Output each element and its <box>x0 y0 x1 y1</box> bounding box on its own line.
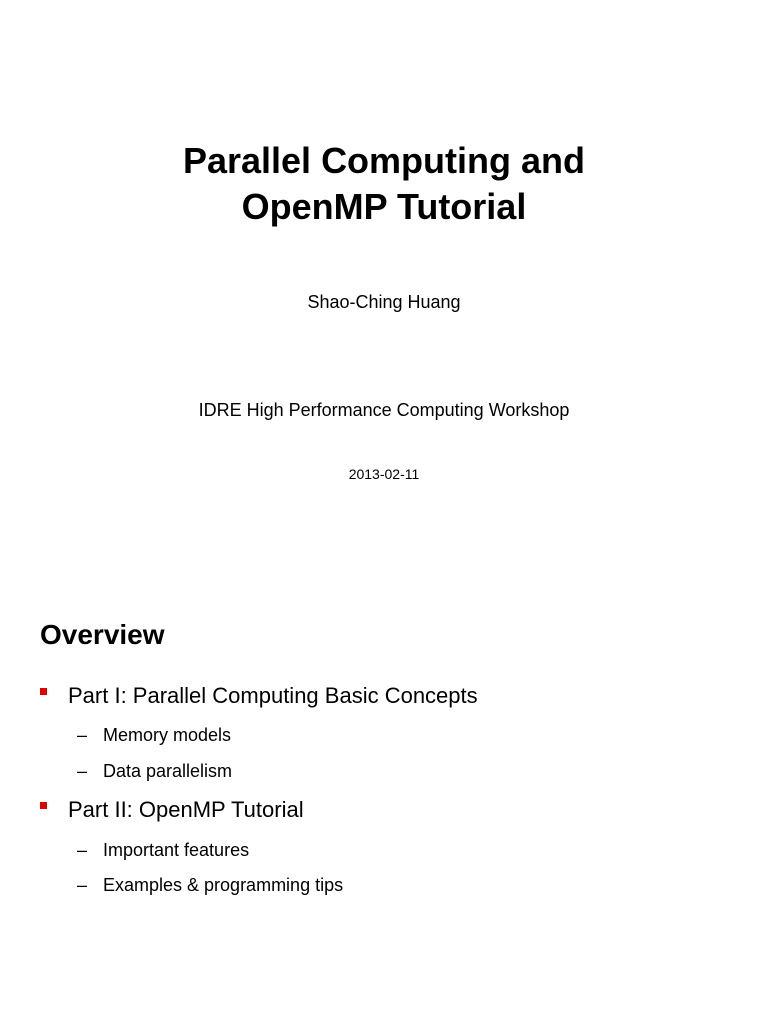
red-square-bullet-icon <box>40 802 47 809</box>
author-name: Shao-Ching Huang <box>307 292 461 312</box>
slide-title-line-2: OpenMP Tutorial <box>241 186 527 227</box>
slide-title <box>0 138 768 230</box>
bullet-label: Part I: Parallel Computing Basic Concepts <box>68 683 478 708</box>
red-square-bullet-icon <box>40 688 47 695</box>
sub-item <box>77 874 343 896</box>
sub-item-label: Data parallelism <box>103 761 233 781</box>
presentation-date: 2013-02-11 <box>348 466 420 482</box>
bullet-part-1 <box>40 683 478 709</box>
sub-item-label: Examples & programming tips <box>103 875 344 895</box>
dash-icon: – <box>77 761 88 781</box>
bullet-label: Part II: OpenMP Tutorial <box>68 797 304 822</box>
sub-item <box>77 760 232 782</box>
dash-icon: – <box>77 875 88 895</box>
sub-item <box>77 724 231 746</box>
dash-icon: – <box>77 840 88 860</box>
overview-heading: Overview <box>40 619 165 650</box>
dash-icon: – <box>77 725 88 745</box>
slide-title-line-1: Parallel Computing and <box>182 140 586 181</box>
sub-item-label: Memory models <box>103 725 232 745</box>
event-name: IDRE High Performance Computing Workshop <box>198 400 570 420</box>
overview-slide <box>0 576 768 1024</box>
sub-item <box>77 839 249 861</box>
bullet-part-2 <box>40 797 304 823</box>
sub-item-label: Important features <box>103 840 250 860</box>
